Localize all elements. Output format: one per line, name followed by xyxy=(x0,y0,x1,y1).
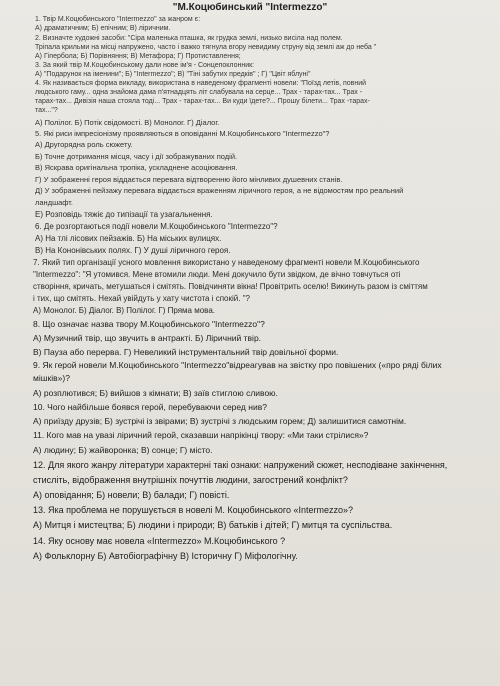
text-line: В) На Кононівських полях. Г) У душі ліричного героя. xyxy=(35,246,231,255)
text-line: 7. Який тип організації усного мовлення використано у наведеному фрагменті новели М.Коцюбинського xyxy=(33,258,420,267)
text-line: 1. Твір М.Коцюбинського "Intermezzo" за жанром є: xyxy=(35,16,201,23)
text-line: тарах-тах... Дивізія наша стояла тоді... Трах - тарах-тах... Ви куди їдете?... Прошу білети... Трах -тарах- xyxy=(35,98,370,105)
text-line: 6. Де розгортаються події новели М.Коцюбинського "Intermezzo"? xyxy=(35,222,278,231)
text-line: стисліть, відображення внутрішніх почуттів людини, загострений конфлікт? xyxy=(33,475,348,485)
text-line: А) Фольклорну Б) Автобіографічну В) Історичну Г) Міфологічну. xyxy=(33,551,298,561)
text-line: А) драматичним; Б) епічним; В) ліричним. xyxy=(35,25,171,32)
text-line: А) приїзду друзів; Б) зустрічі із звірами; В) зустрічі з людським горем; Д) залишитися самотнім. xyxy=(33,416,407,426)
text-line: Е) Розповідь тяжіє до типізації та узагальнення. xyxy=(35,210,213,219)
text-line: А) Полілог. Б) Потік свідомості. В) Монолог. Г) Діалог. xyxy=(35,118,220,127)
text-line: 13. Яка проблема не порушується в новелі М. Коцюбинського «Intermezzo»? xyxy=(33,505,354,515)
text-line: 5. Які риси імпресіонізму проявляються в оповіданні М.Коцюбинського "Intermezzo"? xyxy=(35,129,330,138)
text-line: 2. Визначте художні засоби: "Сіра маленька пташка, як грудка землі, низько висіла над полем. xyxy=(35,35,343,42)
text-line: А) Гіпербола; Б) Порівняння; В) Метафора; Г) Протиставлення; xyxy=(35,53,241,60)
text-line: В) Яскрава оригінальна тропіка, ускладнене асоціювання. xyxy=(35,163,238,172)
text-line: А) Музичний твір, що звучить в антракті. Б) Ліричний твір. xyxy=(33,333,262,343)
text-line: 11. Кого мав на увазі ліричний герой, сказавши напрікінці твору: «Ми таки стрілися»? xyxy=(33,430,369,440)
text-line: А) розплютився; Б) вийшов з кімнати; В) заїв стиглою сливою. xyxy=(33,388,278,398)
text-line: і тих, що смітять. Нехай увійдуть у хату чистота і спокій. "? xyxy=(33,294,250,303)
text-line: тах..."? xyxy=(35,107,58,114)
text-line: Тріпала крильми на місці напружено, часто і важко тягнула вгору невидиму струну від землі аж до неба " xyxy=(35,44,377,51)
text-line: 3. За який твір М.Коцюбинському дали нове ім'я - Сонцепоклонник: xyxy=(35,62,255,69)
text-line: мішків»)? xyxy=(33,373,70,383)
text-line: 12. Для якого жанру літератури характерні такі ознаки: напружений сюжет, несподіване закінчення, xyxy=(33,460,448,470)
text-line: Г) У зображенні героя віддається перевага відтворенню його мінливих душевних станів. xyxy=(35,175,343,184)
text-line: А) людину; Б) жайворонка; В) сонце; Г) місто. xyxy=(33,445,213,455)
text-line: людського гаму... одна знайома дама п'ятнадцять літ слабувала на серце... Трах - тарах-тах... Трах - xyxy=(35,89,363,96)
text-line: А) оповідання; Б) новели; В) балади; Г) повісті. xyxy=(33,490,230,500)
text-line: А) Монолог. Б) Діалог. В) Полілог. Г) Пряма мова. xyxy=(33,306,215,315)
text-line: створіння, кричать, метушаться і смітять. Повідчиняти вікна! Провітрить оселю! Викинуть разом із сміттям xyxy=(33,282,428,291)
text-line: 4. Як називається форма викладу, використана в наведеному фрагменті новели: "Поїзд летів, повний xyxy=(35,80,367,87)
text-line: ландшафт. xyxy=(35,198,73,207)
text-line: В) Пауза або перерва. Г) Невеликий інструментальний твір довільної форми. xyxy=(33,347,339,357)
text-line: А) Другорядна роль сюжету. xyxy=(35,140,133,149)
text-line: А) "Подарунок на іменини"; Б) "Intermezzo"; В) "Тіні забутих предків" ; Г) "Цвіт яблуні" xyxy=(35,71,311,78)
text-line: 14. Яку основу має новела «Intermezzo» М.Коцюбинського ? xyxy=(33,536,286,546)
text-line: "Intermezzo": "Я утомився. Мене втомили люди. Мені докучило бути звідком, де вічно товчуться оті xyxy=(33,270,401,279)
text-line: 9. Як герой новели М.Коцюбинського "Intermezzo"відреагував на звістку про повішених («про рядi білих xyxy=(33,360,442,370)
text-line: А) На тлі лісових пейзажів. Б) На міських вулицях. xyxy=(35,234,222,243)
text-line: 8. Що означає назва твору М.Коцюбинського "Intermezzo"? xyxy=(33,319,265,329)
text-line: Д) У зображенні пейзажу перевага віддається враженням ліричного героя, а не відомостям про реальний xyxy=(35,186,404,195)
text-line: Б) Точне дотримання місця, часу і дії зображуваних подій. xyxy=(35,152,238,161)
page-title: "М.Коцюбинський "Intermezzo" xyxy=(172,2,328,13)
text-line: А) Митця і мистецтва; Б) людини і природи; В) батьків і дітей; Г) митця та суспільства. xyxy=(33,520,393,530)
text-line: 10. Чого найбільше боявся герой, перебуваючи серед нив? xyxy=(33,402,267,412)
